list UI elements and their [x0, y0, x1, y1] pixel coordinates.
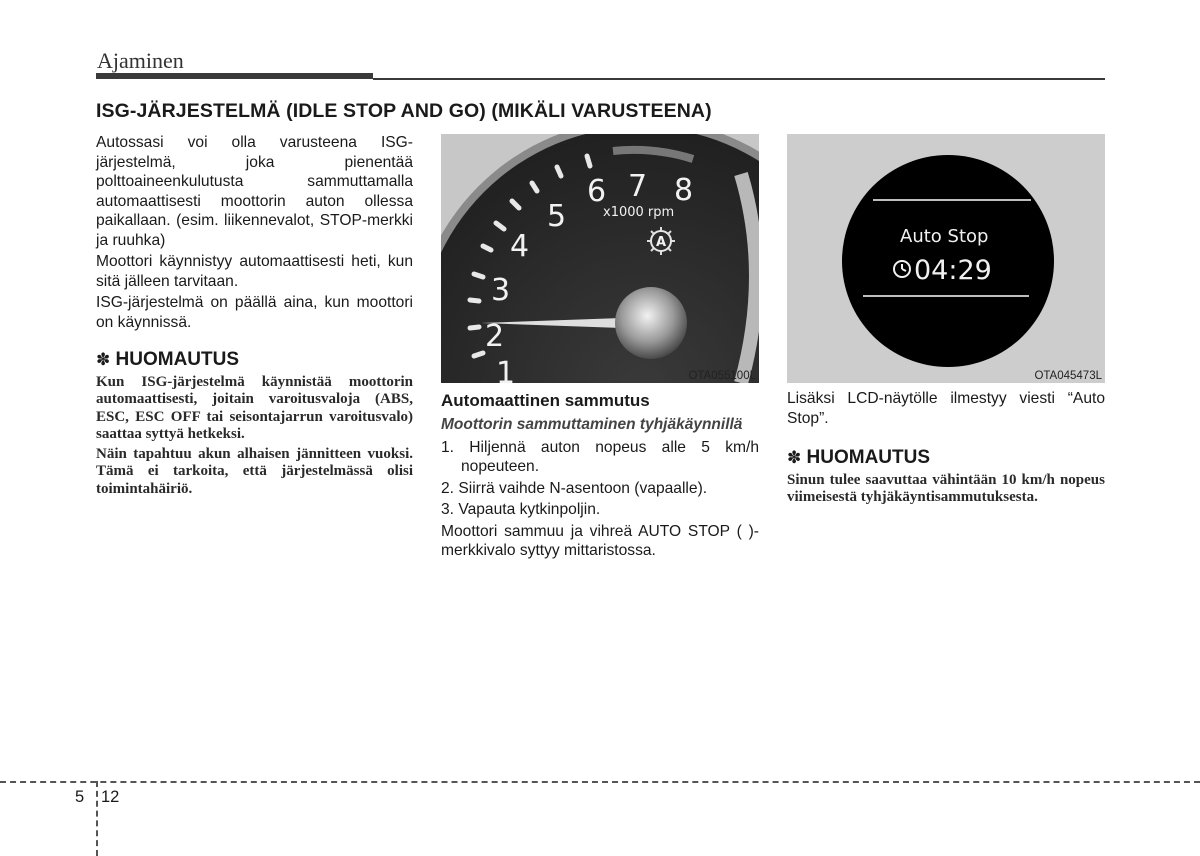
footer-rule: [0, 781, 1200, 783]
active-paragraph: ISG-järjestelmä on päällä aina, kun moottori on käynnissä.: [96, 294, 413, 331]
closing-paragraph: Moottori sammuu ja vihreä AUTO STOP ( )-merkkivalo syttyy mittaristossa.: [441, 522, 759, 559]
note-star-icon: ✽: [787, 448, 802, 467]
rpm-unit-label: x1000 rpm: [603, 205, 675, 220]
step-item: 2. Siirrä vaihde N-asentoon (vapaalle).: [441, 479, 708, 497]
auto-shutdown-heading: Automaattinen sammutus: [441, 391, 650, 410]
auto-stop-letter: A: [656, 235, 667, 250]
rpm-label-4: 4: [510, 229, 530, 264]
needle-hub: [615, 287, 687, 359]
page-number: 12: [101, 788, 120, 806]
note-heading-label: HUOMAUTUS: [115, 349, 240, 370]
header-rule-thick: [96, 73, 373, 79]
note-body: [787, 472, 1105, 507]
rpm-label-5: 5: [547, 199, 567, 234]
note-heading: [787, 448, 1105, 468]
idle-stop-subheading: Moottorin sammuttaminen tyhjäkäynnillä: [441, 415, 743, 433]
rpm-label-3: 3: [491, 273, 511, 308]
left-column: [96, 133, 413, 501]
section-header: Ajaminen: [97, 48, 184, 73]
lcd-figure: [787, 134, 1105, 383]
tachometer-illustration: [441, 134, 759, 383]
note-paragraph: Näin tapahtuu akun alhaisen jännitteen vuoksi. Tämä ei tarkoita, että järjestelmässä olisi toimintahäiriö.: [96, 445, 413, 498]
note-paragraph: Sinun tulee saavuttaa vähintään 10 km/h nopeus viimeisestä tyhjäkäyntisammutuksesta.: [787, 471, 1105, 506]
lcd-time: 04:29: [914, 255, 992, 286]
right-column: [787, 389, 1105, 509]
lcd-message: Auto Stop: [900, 226, 989, 247]
chapter-number: 5: [75, 788, 85, 806]
intro-paragraph: Autossasi voi olla varusteena ISG-järjestelmä, joka pienentää polttoaineenkulutusta sammuttamalla automaattisesti moottorin auton ollessa paikallaan. (esim. liikennevalot, STOP-merkki ja ruuhka): [96, 134, 413, 249]
rpm-label-6: 6: [587, 174, 607, 209]
tachometer-figure: [441, 134, 759, 383]
rpm-label-7: 7: [628, 169, 648, 204]
lcd-paragraph: Lisäksi LCD-näytölle ilmestyy viesti “Auto Stop”.: [787, 390, 1105, 427]
note-heading-label: HUOMAUTUS: [806, 447, 931, 468]
figure-code: OTA045473L: [1034, 370, 1102, 382]
auto-stop-indicator-icon: [647, 227, 675, 255]
note-star-icon: ✽: [96, 350, 111, 369]
note-heading: [96, 350, 413, 370]
lcd-illustration: [787, 134, 1105, 383]
middle-column: [441, 391, 759, 563]
header-rule-thin: [373, 78, 1105, 80]
rpm-label-2: 2: [485, 319, 505, 354]
step-item: 3. Vapauta kytkinpoljin.: [441, 501, 601, 518]
rpm-label-8: 8: [674, 173, 694, 208]
footer-divider: [96, 781, 98, 856]
rpm-label-1: 1: [496, 356, 516, 383]
figure-code: OTA055100L: [688, 370, 756, 382]
note-body: [96, 374, 413, 499]
page-title: ISG-JÄRJESTELMÄ (IDLE STOP AND GO) (MIKÄLI VARUSTEENA): [96, 100, 712, 122]
note-paragraph: Kun ISG-järjestelmä käynnistää moottorin automaattisesti, joitain varoitusvaloja (ABS, ESC, ESC OFF tai seisontajarrun varoitusvalo) saattaa syttyä hetkeksi.: [96, 373, 413, 443]
restart-paragraph: Moottori käynnistyy automaattisesti heti, kun sitä jälleen tarvitaan.: [96, 253, 413, 290]
step-item: 1. Hiljennä auton nopeus alle 5 km/h nopeuteen.: [441, 438, 759, 475]
